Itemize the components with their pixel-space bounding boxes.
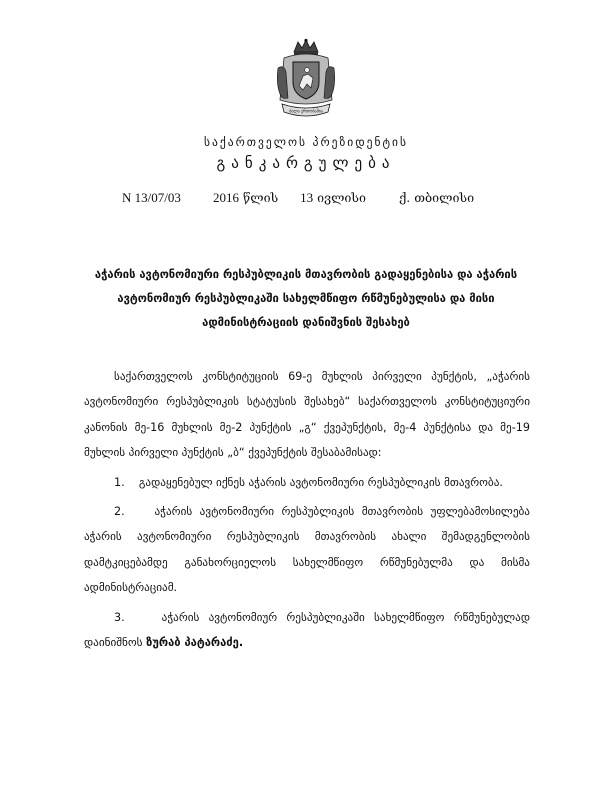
date-year: 2016	[213, 190, 239, 205]
decree-title	[60, 263, 552, 335]
decree-body	[84, 364, 530, 659]
preamble-paragraph: საქართველოს კონსტიტუციის 69-ე მუხლის პირველი პუნქტის, „აჭარის ავტონომიური რესპუბლიკის სტატუსის შესახებ“ საქართველოს კონსტიტუციური კანონის მე-16 მუხლის მე-2 პუნქტის „გ“ ქვეპუნქტის, მე-4 პუნქტისა და მე-19 მუხლის პირველი პუნქტის „ბ“ ქვეპუნქტის შესაბამისად:	[84, 370, 530, 460]
item-number: 2.	[114, 505, 125, 519]
date-year-word: წლის	[242, 190, 279, 205]
document-type: განკარგულება	[216, 154, 396, 172]
date-day: 13	[300, 190, 314, 205]
decree-item	[84, 470, 530, 495]
title-line: აჭარის ავტონომიური რესპუბლიკის მთავრობის გადაყენებისა და აჭარის	[94, 268, 518, 281]
decree-date	[213, 190, 366, 206]
item-number: 3.	[114, 610, 125, 624]
title-line: ავტონომიურ რესპუბლიკაში სახელმწიფო რწმუნებულისა და მისი	[117, 292, 495, 305]
decree-city: ქ. თბილისი	[399, 190, 475, 205]
decree-number: N 13/07/03	[122, 190, 181, 205]
issuer-title: საქართველოს პრეზიდენტის	[204, 135, 408, 149]
item-text: აჭარის ავტონომიური რესპუბლიკის მთავრობის უფლებამოსილება აჭარის ავტონომიური რესპუბლიკის მთავრობის ახალი შემადგენლობის დამტკიცებამდე განახორციელოს სახელმწიფო რწმუნებულმა და მისმა ადმინისტრაციამ.	[84, 505, 530, 595]
item-number: 1.	[114, 475, 125, 489]
title-line: ადმინისტრაციის დანიშვნის შესახებ	[202, 316, 410, 329]
decree-item	[84, 499, 530, 601]
motto-text: ძალა ერთობაშია	[289, 108, 323, 114]
decree-item	[84, 605, 530, 656]
georgia-coat-of-arms-icon	[274, 38, 338, 122]
item-text: აჭარის ავტონომიურ რესპუბლიკაში სახელმწიფო რწმუნებულად დაინიშნოს	[84, 610, 530, 650]
appointee-name: ზურაბ პატარაძე.	[146, 636, 244, 650]
item-text: გადაყენებულ იქნეს აჭარის ავტონომიური რესპუბლიკის მთავრობა.	[138, 475, 503, 489]
date-month: ივლისი	[317, 190, 367, 205]
